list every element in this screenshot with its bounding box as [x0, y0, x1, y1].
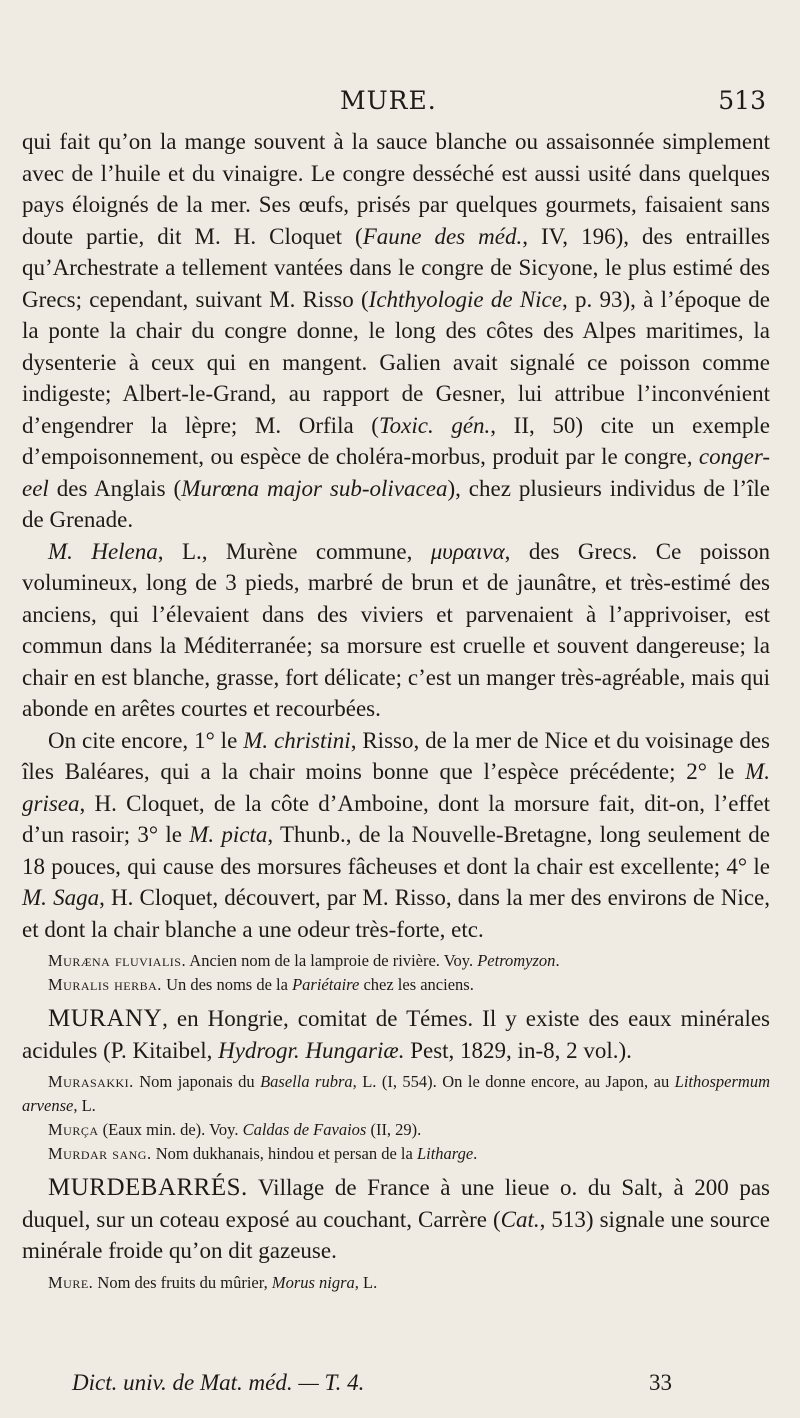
paragraph-other-species: On cite encore, 1° le M. christini, Risso, de la mer de Nice et du voisinage des îles Baléares, qui a la chair moins bonne que l’espèce précédente; 2° le M. grisea, H. Cloquet, de la côte d’Amboine, dont la morsure fait, dit-on, l’effet d’un rasoir; 3° le M. picta, Thunb., de la Nouvelle-Bretagne, long seulement de 18 pouces, qui cause des morsures fâcheuses et dont la chair est excellente; 4° le M. Saga, H. Cloquet, découvert, par M. Risso, dans la mer des environs de Nice, et dont la chair blanche a une odeur très-forte, etc. — [22, 727, 770, 942]
paragraph-m-helena: M. Helena, L., Murène commune, μυραινα, des Grecs. Ce poisson volumineux, long de 3 pieds, marbré de brun et de jaunâtre, et très-estimé des anciens, qui l’élevaient dans des viviers et parvenaient à l’apprivoiser, est commun dans la Méditerranée; sa morsure est cruelle et souvent dangereuse; la chair en est blanche, grasse, fort délicate; c’est un manger très-agréable, mais qui abonde en arêtes courtes et recourbées. — [22, 538, 771, 721]
entry-muralis-herba: Muralis herba. Un des noms de la Pariétaire chez les anciens. — [48, 975, 474, 994]
paragraph-congre-continued: qui fait qu’on la mange souvent à la sauce blanche ou assaisonnée simplement avec de l’huile et du vinaigre. Le congre desséché est aussi usité dans quelques pays éloignés de la mer. Ses œufs, prisés par quelques gourmets, faisaient sans doute partie, dit M. H. Cloquet (Faune des méd., IV, 196), des entrailles qu’Archestrate a tellement vantées dans le congre de Sicyone, le plus estimé des Grecs; cependant, suivant M. Risso (Ichthyologie de Nice, p. 93), à l’époque de la ponte la chair du congre donne, le long des côtes des Alpes maritimes, la dysenterie à ceux qui en mangent. Galien avait signalé ce poisson comme indigeste; Albert-le-Grand, au rapport de Gesner, lui attribue l’inconvénient d’engendrer la lèpre; M. Orfila (Toxic. gén., II, 50) cite un exemple d’empoisonnement, ou espèce de choléra-morbus, produit par le congre, conger-eel des Anglais (Murœna major sub-olivacea), chez plusieurs individus de l’île de Grenade. — [22, 129, 771, 532]
entry-muraena-fluvialis: Muræna fluvialis. Ancien nom de la lamproie de rivière. Voy. Petromyzon. — [48, 951, 560, 970]
page-number: 513 — [718, 86, 766, 115]
running-title: MURE. — [340, 86, 437, 115]
entry-murdebarres: MURDEBARRÉS. Village de France à une lieue o. du Salt, à 200 pas duquel, sur un coteau exposé au couchant, Carrère (Cat., 513) signale une source minérale froide qu’on dit gazeuse. — [22, 1174, 771, 1263]
entry-murasakki: Murasakki. Nom japonais du Basella rubra, L. (I, 554). On le donne encore, au Japon, au Lithospermum arvense, L. — [22, 1072, 770, 1115]
entry-murca: Murça (Eaux min. de). Voy. Caldas de Favaios (II, 29). — [48, 1120, 422, 1139]
footer-signature: Dict. univ. de Mat. méd. — T. 4. — [72, 1370, 365, 1395]
running-header — [22, 86, 778, 120]
entry-murany: MURANY, en Hongrie, comitat de Témes. Il y existe des eaux minérales acidules (P. Kitaibel, Hydrogr. Hungariæ. Pest, 1829, in-8, 2 vol.). — [22, 1005, 770, 1063]
entry-murdar-sang: Murdar sang. Nom dukhanais, hindou et persan de la Litharge. — [48, 1144, 478, 1163]
footer-sheet-number: 33 — [649, 1370, 672, 1395]
page-body — [22, 126, 770, 1295]
footer — [72, 1370, 672, 1404]
entry-mure: Mure. Nom des fruits du mûrier, Morus nigra, L. — [48, 1272, 378, 1292]
